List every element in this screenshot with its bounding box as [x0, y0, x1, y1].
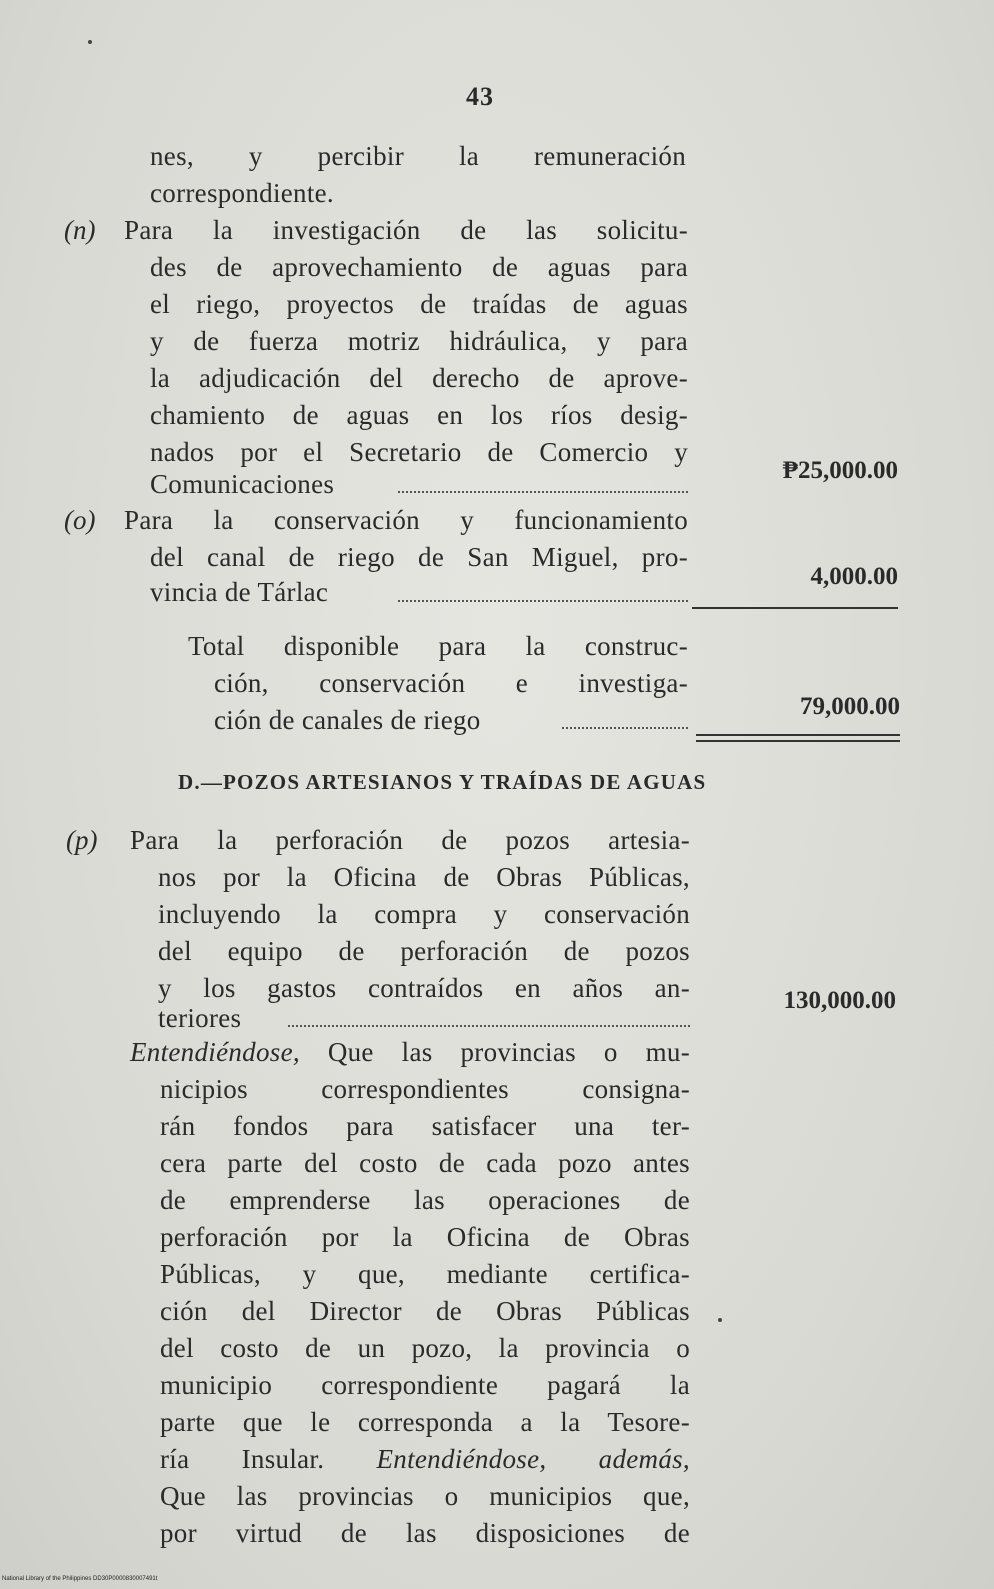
- italic-term: Entendiéndose, además,: [376, 1444, 690, 1474]
- text-line: vincia de Tárlac: [150, 577, 329, 607]
- dot-leader: [398, 600, 688, 602]
- text-line: la adjudicación del derecho de aprove-: [150, 363, 688, 393]
- italic-term: Entendiéndose,: [130, 1037, 300, 1067]
- item-label-text: (p): [66, 825, 98, 855]
- text-line: teriores: [158, 1003, 242, 1033]
- text-line: ción, conservación e investiga-: [214, 668, 688, 698]
- text-line: correspondiente.: [150, 178, 334, 208]
- text-line: del canal de riego de San Miguel, pro-: [150, 542, 688, 572]
- text-line: Total disponible para la construc-: [188, 631, 688, 661]
- line-text: ría Insular.: [160, 1444, 377, 1474]
- dot-leader: [398, 491, 688, 493]
- text-line: del costo de un pozo, la provincia o: [160, 1333, 690, 1363]
- text-line: Que las provincias o municipios que,: [160, 1481, 690, 1511]
- dot-leader: [562, 727, 688, 729]
- text-line: ción de canales de riego: [214, 705, 481, 735]
- amount-p: 130,000.00: [783, 987, 896, 1014]
- text-line: ción del Director de Obras Públicas: [160, 1296, 690, 1326]
- text-line: por virtud de las disposiciones de: [160, 1518, 690, 1548]
- item-label-p: [66, 822, 97, 859]
- text-line: municipio correspondiente pagará la: [160, 1370, 690, 1400]
- text-line: nos por la Oficina de Obras Públicas,: [158, 862, 690, 892]
- item-label-n: [64, 212, 95, 249]
- sum-rule: [692, 607, 898, 609]
- line-text: Que las provincias o mu-: [299, 1037, 690, 1067]
- text-line: [160, 1441, 690, 1478]
- text-line: chamiento de aguas en los ríos desig-: [150, 400, 688, 430]
- scan-speck: [718, 1318, 722, 1322]
- text-line: perforación por la Oficina de Obras: [160, 1222, 690, 1252]
- text-line: Para la perforación de pozos artesia-: [130, 825, 690, 855]
- double-rule-top: [696, 734, 900, 736]
- double-rule-bottom: [696, 740, 900, 742]
- archive-footer: National Library of the Philippines DD30P0000830007491t: [2, 1576, 158, 1582]
- text-line: cera parte del costo de cada pozo antes: [160, 1148, 690, 1178]
- text-line: [130, 1034, 690, 1071]
- text-line: el riego, proyectos de traídas de aguas: [150, 289, 688, 319]
- text-line: y de fuerza motriz hidráulica, y para: [150, 326, 688, 356]
- item-label-text: (n): [64, 215, 96, 245]
- text-line: Comunicaciones: [150, 469, 335, 499]
- text-line: Para la investigación de las solicitu-: [124, 215, 688, 245]
- text-line: incluyendo la compra y conservación: [158, 899, 690, 929]
- page-number: 43: [466, 82, 494, 111]
- text-line: y los gastos contraídos en años an-: [158, 973, 690, 1003]
- amount-o: 4,000.00: [810, 563, 898, 590]
- text-line: de emprenderse las operaciones de: [160, 1185, 690, 1215]
- amount-total: 79,000.00: [800, 693, 900, 720]
- item-label-o: [64, 502, 95, 539]
- scan-speck: [88, 40, 92, 44]
- text-line: rán fondos para satisfacer una ter-: [160, 1111, 690, 1141]
- text-line: des de aprovechamiento de aguas para: [150, 252, 688, 282]
- text-line: nicipios correspondientes consigna-: [160, 1074, 690, 1104]
- dot-leader: [288, 1025, 690, 1027]
- section-heading: D.—POZOS ARTESIANOS Y TRAÍDAS DE AGUAS: [178, 770, 707, 794]
- text-line: nes, y percibir la remuneración: [150, 141, 686, 171]
- text-line: Para la conservación y funcionamiento: [124, 505, 688, 535]
- text-line: del equipo de perforación de pozos: [158, 936, 690, 966]
- text-line: parte que le corresponda a la Tesore-: [160, 1407, 690, 1437]
- amount-n: ₱25,000.00: [782, 457, 898, 484]
- item-label-text: (o): [64, 505, 96, 535]
- text-line: nados por el Secretario de Comercio y: [150, 437, 688, 467]
- text-line: Públicas, y que, mediante certifica-: [160, 1259, 690, 1289]
